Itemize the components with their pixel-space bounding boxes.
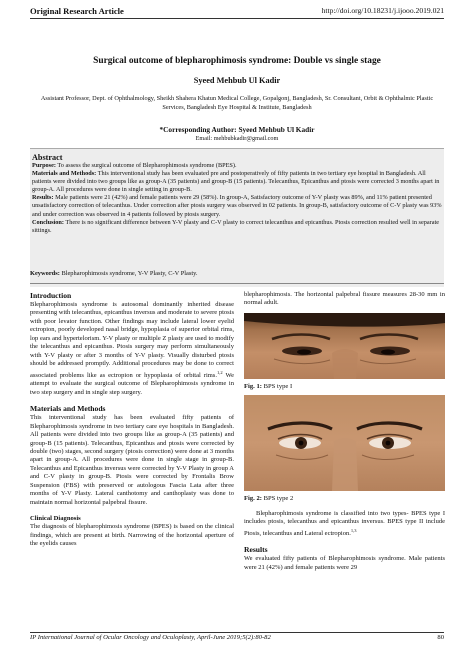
doi-link[interactable]: http://doi.org/10.18231/j.ijooo.2019.021 bbox=[321, 6, 444, 15]
journal-citation: IP International Journal of Ocular Oncology and Oculoplasty, April-June 2019;5(2):80-82 bbox=[30, 634, 271, 641]
article-type-label: Original Research Article bbox=[30, 6, 124, 16]
bps-type2-photo bbox=[244, 395, 445, 491]
right-column bbox=[244, 291, 445, 572]
figure-1-caption bbox=[244, 382, 445, 391]
bpes-ref: 1,3 bbox=[350, 527, 357, 533]
author-name: Syeed Mehbub Ul Kadir bbox=[193, 76, 281, 85]
keywords-divider bbox=[30, 283, 444, 284]
page-footer bbox=[30, 634, 444, 641]
clinical-diagnosis-heading: Clinical Diagnosis bbox=[30, 515, 81, 523]
figure-1-label: Fig. 1: bbox=[244, 382, 262, 390]
abstract-conclusion: There is no significant difference between Y-V plasty and C-V plasty to correct telecanthus and epicanthus. Ptosis correction resulted well in separate sittings. bbox=[32, 218, 440, 234]
introduction-text-cont: We attempt to evaluate the surgical outcome of Blepharophimosis syndrome in two step surgery and in single step surgery. bbox=[30, 371, 234, 396]
keywords-text: Blepharophimosis syndrome, Y-V Plasty, C-V Plasty. bbox=[61, 270, 198, 277]
introduction-text: Blepharophimosis syndrome is autosomal dominantly inherited disease presenting with telecanthus, epicanthus inversus and moderate to severe ptosis with poor levator function. Other findings may include lateral lower eyelid ectropion, poorly developed nasal bridge, hypoplasia of superior orbital rims, lop ears and hypertelorism. Y-V plasty or multiple Z plasty are used to modify the telecanthus and epicanthus. Ptosis surgery may perform simultaneously with Y-V plasty or after 3 months of Y-V plasty. Visually disturbed ptosis should be addressed promptly. Additional procedures may be done to correct associated problems like as ectropion or hypoplasia of orbital rims. bbox=[30, 301, 234, 379]
figure-2-label: Fig. 2: bbox=[244, 494, 262, 502]
figure-2-image bbox=[244, 395, 445, 491]
results-paragraph: We evaluated fifty patients of Blepharophimosis syndrome. Male patients were 21 (42%) and female patients were 29 bbox=[244, 555, 445, 571]
footer-divider bbox=[30, 632, 444, 633]
bps-type1-photo bbox=[244, 313, 445, 379]
abstract-heading: Abstract bbox=[32, 153, 63, 162]
keywords-line bbox=[30, 270, 444, 277]
page-number: 80 bbox=[437, 634, 444, 641]
results-heading: Results bbox=[244, 545, 268, 555]
abstract-results: Male patients were 21 (42%) and female patients were 29 (58%). In group-A, Satisfactory outcome of Y-V plasty was 89%, and 11% patient presented unsatisfactory correction of telecanthus. Under correction after ptosis surgery was observed in 02 patients. In group-B, satisfactory outcome of C-V plasty was 93% and under correction was observed in 4 patients followed by ptosis surgery. bbox=[32, 194, 442, 218]
figure-2-caption bbox=[244, 494, 445, 503]
clinical-diagnosis-paragraph: The diagnosis of blepharophimosis syndrome (BPES) is based on the clinical findings, which are present at birth. Narrowing of the horizontal aperture of the eyelids causes bbox=[30, 523, 234, 548]
introduction-paragraph bbox=[30, 301, 234, 397]
figure-1-image bbox=[244, 313, 445, 379]
abstract-methods-label: Materials and Methods: bbox=[32, 170, 97, 178]
corresponding-author: *Corresponding Author: Syeed Mehbub Ul Kadir bbox=[159, 125, 315, 134]
abstract-body bbox=[32, 162, 442, 235]
article-title: Surgical outcome of blepharophimosis syndrome: Double vs single stage bbox=[93, 56, 381, 66]
left-column bbox=[30, 291, 234, 548]
fissure-paragraph: blepharophimosis. The horizontal palpebral fissure measures 28-30 mm in normal adult. bbox=[244, 291, 445, 307]
introduction-heading: Introduction bbox=[30, 291, 72, 300]
bpes-classification-text: Blepharophimosis syndrome is classified into two types- BPES type I includes ptosis, telecanthus and epicanthus inversus. BPES type II include Ptosis, telecanthus and Lateral ectropion. bbox=[244, 509, 445, 537]
abstract-methods: This interventional study has been evaluated pre and postoperatively of fifty patients in two tertiary eye hospital in Bangladesh. All patients were divided into two groups like as group-A (35 patients) and group-B (15 patients). Telecanthus, Epicanthus and ptosis were corrected 3 months apart in group-A. All procedures were done in single setting in group-B. bbox=[32, 170, 440, 194]
abstract-conclusion-label: Conclusion: bbox=[32, 218, 64, 226]
keywords-label: Keywords: bbox=[30, 270, 60, 277]
methods-paragraph: This interventional study has been evaluated fifty patients of Blepharophimosis syndrome in two tertiary care eye hospitals in Bangladesh. All patients were divided into two groups like as group-A (35 patients) and group-B (15 patients). Telecanthus, Epicanthus and ptosis were corrected by double (two) stages, second surgery (ptosis correction) were done at 3 months apart in group-A. All procedures were done in single stage in group-B. Telecanthus and Epicanthus inversus were corrected by Y-V Plasty in group A and C-V plasty in group-B. Ptosis were corrected by Frontalis Brow Suspension (FBS) with preserved or autologous Fascia Lata after three months of Y-V Plasty. Lateral canthotomy and canthoplasty was done to maintain normal horizontal palpebral fissure. bbox=[30, 414, 234, 506]
introduction-ref: 1,2 bbox=[216, 369, 223, 375]
abstract-results-label: Results: bbox=[32, 194, 54, 202]
figure-2-caption-text: BPS type 2 bbox=[261, 494, 294, 502]
header-divider bbox=[30, 18, 444, 19]
abstract-purpose: To assess the surgical outcome of Blepharophimosis syndrome (BPES). bbox=[57, 162, 237, 169]
abstract-box bbox=[30, 148, 444, 287]
figure-1-caption-text: BPS type I bbox=[261, 382, 293, 390]
bpes-classification-paragraph bbox=[244, 510, 445, 539]
author-email[interactable]: Email: mehbubkadir@gmail.com bbox=[195, 135, 279, 142]
abstract-purpose-label: Purpose: bbox=[32, 162, 56, 169]
methods-heading: Materials and Methods bbox=[30, 404, 106, 414]
author-affiliation: Assistant Professor, Dept. of Ophthalmology, Sheikh Shahera Khatun Medical College, Gopalgonj, Bangladesh, Sr. Consultant, Orbit & Ophthalmic Plastic Services, Bangladesh Eye Hospital & Institute, Bangladesh bbox=[40, 95, 434, 111]
